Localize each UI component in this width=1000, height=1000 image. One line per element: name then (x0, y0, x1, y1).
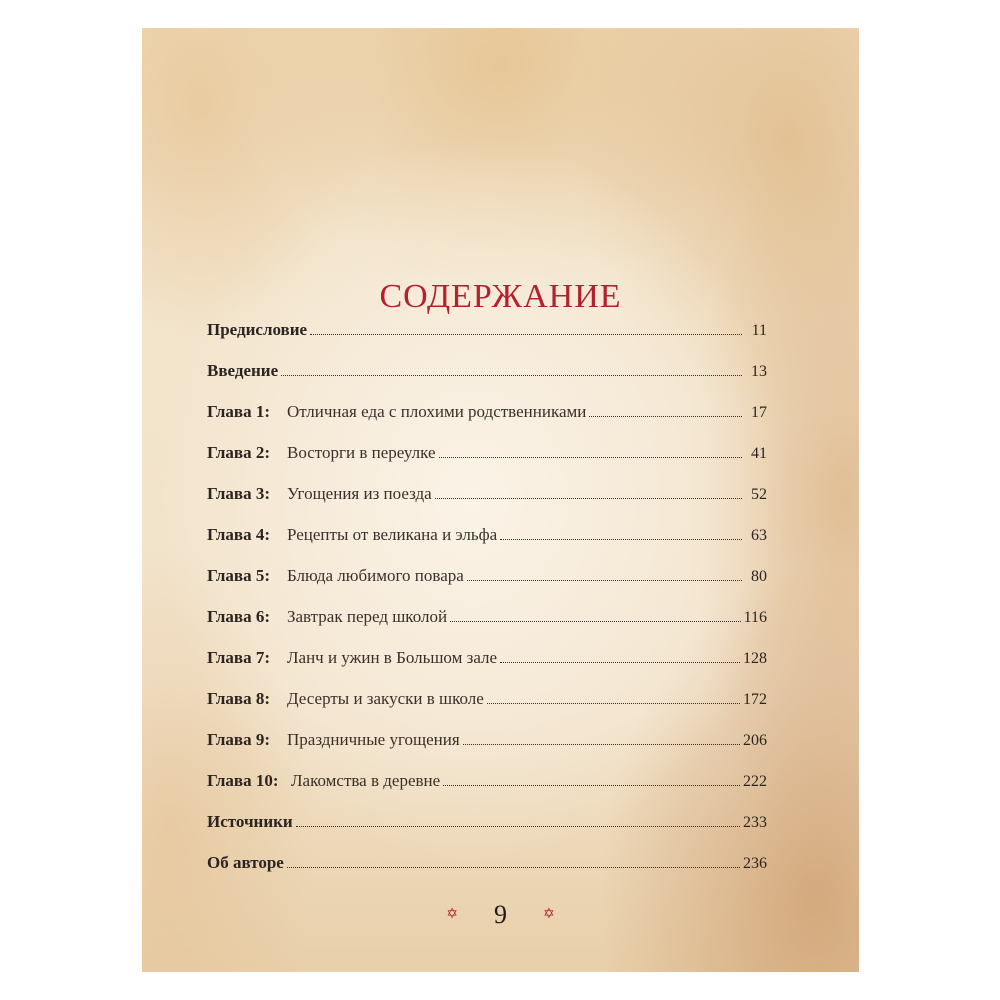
toc-entry-page: 80 (751, 568, 767, 585)
toc-entry-page: 17 (751, 404, 767, 421)
toc-entry-label: Об авторе (207, 853, 284, 872)
toc-entry-chapter-8[interactable] (207, 689, 767, 730)
chapter-title: Рецепты от великана и эльфа (287, 525, 498, 544)
chapter-title: Десерты и закуски в школе (287, 689, 484, 708)
toc-entry-page: 13 (751, 363, 767, 380)
toc-entry-chapter-2[interactable] (207, 443, 767, 484)
chapter-number: Глава 9: (207, 730, 271, 749)
toc-entry-chapter-1[interactable] (207, 402, 767, 443)
chapter-title: Завтрак перед школой (287, 607, 448, 626)
chapter-number: Глава 6: (207, 607, 271, 626)
toc-entry-chapter-9[interactable] (207, 730, 767, 771)
dot-leader (310, 333, 742, 335)
toc-entry-chapter-3[interactable] (207, 484, 767, 525)
toc-entry-page: 52 (751, 486, 767, 503)
dot-leader (500, 538, 742, 540)
table-of-contents (207, 320, 767, 894)
toc-entry-preface[interactable] (207, 320, 767, 361)
dot-leader (435, 497, 742, 499)
chapter-title: Восторги в переулке (287, 443, 436, 462)
page-title: СОДЕРЖАНИЕ (379, 277, 622, 315)
chapter-title: Отличная еда с плохими родственниками (287, 402, 587, 421)
dot-leader (443, 784, 740, 786)
star-ornament-icon: ✡ (446, 907, 458, 922)
toc-entry-page: 222 (743, 773, 767, 790)
chapter-title: Лакомства в деревне (291, 771, 441, 790)
chapter-number: Глава 4: (207, 525, 271, 544)
toc-entry-page: 116 (743, 609, 767, 626)
dot-leader (487, 702, 740, 704)
chapter-number: Глава 7: (207, 648, 271, 667)
toc-entry-page: 172 (743, 691, 767, 708)
toc-entry-page: 233 (743, 814, 767, 831)
toc-entry-about-author[interactable] (207, 853, 767, 894)
chapter-title: Блюда любимого повара (287, 566, 464, 585)
toc-entry-label: Источники (207, 812, 293, 831)
chapter-number: Глава 3: (207, 484, 271, 503)
dot-leader (450, 620, 741, 622)
toc-entry-page: 41 (751, 445, 767, 462)
toc-entry-page: 11 (751, 322, 767, 339)
dot-leader (281, 374, 742, 376)
dot-leader (463, 743, 740, 745)
star-ornament-icon: ✡ (543, 907, 555, 922)
toc-entry-chapter-6[interactable] (207, 607, 767, 648)
dot-leader (500, 661, 740, 663)
chapter-number: Глава 1: (207, 402, 271, 421)
chapter-title: Ланч и ужин в Большом зале (287, 648, 498, 667)
page-number: 9 (494, 900, 507, 929)
toc-entry-chapter-7[interactable] (207, 648, 767, 689)
chapter-title: Праздничные угощения (287, 730, 460, 749)
toc-entry-label: Предисловие (207, 320, 308, 339)
toc-entry-page: 236 (743, 855, 767, 872)
dot-leader (439, 456, 743, 458)
toc-entry-introduction[interactable] (207, 361, 767, 402)
dot-leader (287, 866, 740, 868)
book-page (142, 28, 859, 972)
page-footer (142, 900, 859, 930)
chapter-number: Глава 2: (207, 443, 271, 462)
toc-entry-chapter-10[interactable] (207, 771, 767, 812)
toc-entry-page: 128 (743, 650, 767, 667)
dot-leader (467, 579, 742, 581)
toc-entry-page: 63 (751, 527, 767, 544)
toc-entry-chapter-4[interactable] (207, 525, 767, 566)
toc-entry-chapter-5[interactable] (207, 566, 767, 607)
dot-leader (589, 415, 742, 417)
toc-entry-sources[interactable] (207, 812, 767, 853)
chapter-title: Угощения из поезда (287, 484, 432, 503)
chapter-number: Глава 10: (207, 771, 279, 790)
chapter-number: Глава 8: (207, 689, 271, 708)
chapter-number: Глава 5: (207, 566, 271, 585)
dot-leader (296, 825, 740, 827)
toc-entry-label: Введение (207, 361, 279, 380)
toc-entry-page: 206 (743, 732, 767, 749)
